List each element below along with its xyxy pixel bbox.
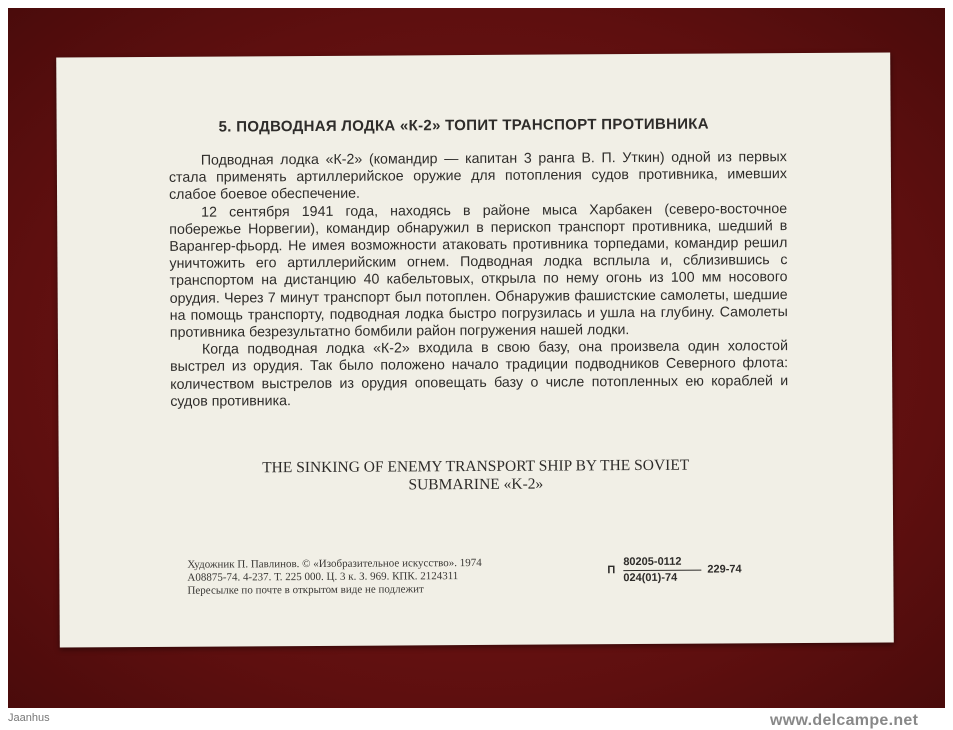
english-caption <box>171 456 781 496</box>
publisher-imprint <box>187 556 587 597</box>
watermark-delcampe: www.delcampe.net <box>770 712 919 729</box>
imprint-line-2: А08875-74. 4-237. Т. 225 000. Ц. 3 к. З. 969. КПК. 2124311 <box>187 570 459 584</box>
code-letter: П <box>607 564 616 577</box>
english-caption-line-2: SUBMARINE «K-2» <box>408 475 544 494</box>
imprint-line-1: Художник П. Павлинов. © «Изобразительное искусство». 1974 <box>187 556 482 571</box>
imprint-line-3: Пересылке по почте в открытом виде не подлежит <box>187 583 424 597</box>
code-suffix: 229-74 <box>707 563 742 576</box>
card-title: 5. ПОДВОДНАЯ ЛОДКА «К-2» ТОПИТ ТРАНСПОРТ ПРОТИВНИКА <box>218 115 709 136</box>
code-denominator: 024(01)-74 <box>623 571 678 585</box>
postcard-back <box>56 52 894 647</box>
english-caption-line-1: THE SINKING OF ENEMY TRANSPORT SHIP BY THE SOVIET <box>262 456 690 477</box>
watermark-jaanhus: Jaanhus <box>8 712 50 724</box>
paragraph-3: Когда подводная лодка «К-2» входила в свою базу, она произвела один холостой выстрел из орудия. Так было положено начало традиции подводников Северного флота: количеством выстрелов из орудия оповещать базу о числе потопленных ею кораблей и судов противника. <box>170 338 789 410</box>
body-text <box>169 149 789 411</box>
paragraph-1: Подводная лодка «К-2» (командир — капитан 3 ранга В. П. Уткин) одной из первых стала применять артиллерийское оружие для потопления судов противника, имевших слабое боевое обеспечение. <box>168 149 787 204</box>
paragraph-2: 12 сентября 1941 года, находясь в районе мыса Харбакен (северо-восточное побережье Норвегии), командир обнаружил в перископ транспорт противника, шедший в Варангер-фьорд. Не имея возможности атаковать противника торпедами, командир решил уничтожить его артиллерийским огнем. Подводная лодка всплыла и, сблизившись с транспортом на дистанцию 40 кабельтовых, открыла по нему огонь из 100 мм носового орудия. Через 7 минут транспорт был потоплен. Обнаружив фашистские самолеты, шедшие на помощь транспорту, подводная лодка быстро погрузилась и ушла на глубину. Самолеты противника безрезультатно бомбили район погружения нашей лодки. <box>169 200 788 341</box>
code-numerator: 80205-0112 <box>623 555 682 569</box>
